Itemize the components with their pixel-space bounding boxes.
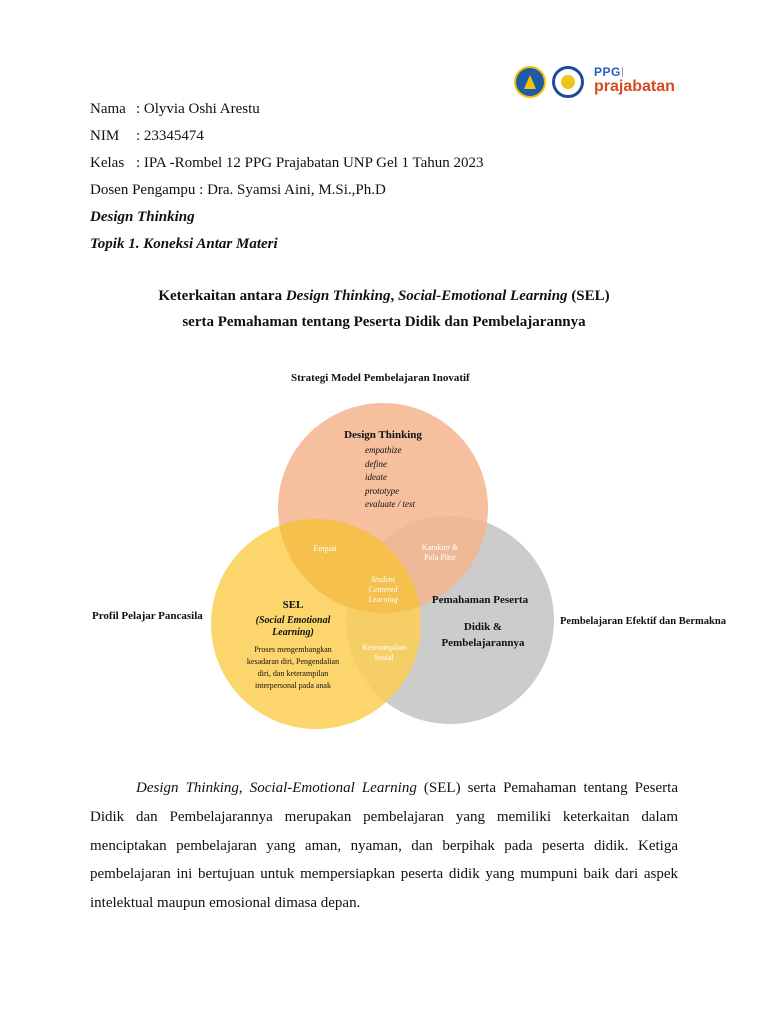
overlap-line: Centered <box>368 585 398 594</box>
overlap-center <box>355 575 411 605</box>
info-kelas <box>90 152 484 179</box>
info-nim <box>90 125 484 152</box>
paragraph-line <box>90 774 678 803</box>
dt-step: ideate <box>365 472 387 482</box>
title-part: Social-Emotional Learning <box>397 288 568 304</box>
nama-value: : Olyvia Oshi Arestu <box>136 101 260 117</box>
text-run: , <box>238 780 250 796</box>
document-title-line1 <box>0 288 768 305</box>
header-logos <box>514 64 674 104</box>
kelas-value: : IPA -Rombel 12 PPG Prajabatan UNP Gel 1 Tahun 2023 <box>136 155 484 171</box>
sel-desc-line: interpersonal pada anak <box>255 681 331 690</box>
sel-subtitle-line: Learning) <box>272 627 314 638</box>
venn-diagram <box>80 362 760 742</box>
info-dosen: Dosen Pengampu : Dra. Syamsi Aini, M.Si.,Ph.D <box>90 182 386 198</box>
sel-desc-line: kesadaran diri, Pengendalian <box>246 657 340 666</box>
pp-title-line3: Pembelajarannya <box>441 637 525 649</box>
paragraph-line: intelektual maupun emosional dimasa depan. <box>90 895 361 912</box>
nim-label: NIM <box>90 128 120 144</box>
overlap-line: Keterampilan <box>362 643 406 652</box>
title-part: (SEL) <box>567 288 610 304</box>
overlap-line: Sosial <box>374 653 394 662</box>
course-name: Design Thinking <box>90 209 195 225</box>
overlap-line: Karakter & <box>421 543 459 552</box>
paragraph-line: Didik dan Pembelajarannya merupakan pembelajaran yang memiliki keterkaitan dalam <box>90 808 678 825</box>
text-run: (SEL) serta Pemahaman tentang Peserta <box>416 780 679 796</box>
overlap-karakter <box>410 543 470 563</box>
dt-step: prototype <box>365 485 400 496</box>
dt-title: Design Thinking <box>344 429 422 441</box>
sel-subtitle <box>238 615 348 639</box>
body-paragraph <box>90 774 678 918</box>
document-title-line2: serta Pemahaman tentang Peserta Didik dan Pembelajarannya <box>182 314 586 330</box>
ppg-tagline-mark <box>622 67 643 77</box>
overlap-line: Learning <box>368 595 398 604</box>
overlap-line: Student <box>371 575 395 584</box>
overlap-line: Pola Pikir <box>424 553 456 562</box>
nama-label: Nama <box>90 101 126 117</box>
text-run: Social-Emotional Learning <box>249 780 417 796</box>
sel-description <box>228 644 358 692</box>
title-part: Keterkaitan antara <box>158 288 286 304</box>
sel-desc-line: Proses mengembangkan <box>254 645 332 654</box>
paragraph-line: menciptakan pembelajaran yang aman, nyaman, dan berpihak pada peserta didik. Ketiga <box>90 837 678 854</box>
sel-desc-line: diri, dan keterampilan <box>257 669 329 678</box>
top-label: Strategi Model Pembelajaran Inovatif <box>291 372 470 384</box>
kemdikbud-logo-icon <box>514 66 546 98</box>
paragraph-line: pembelajaran ini bertujuan untuk mempersiapkan peserta didik yang mumpuni baik dari aspek <box>90 866 678 883</box>
sel-subtitle-line: (Social Emotional <box>255 615 331 626</box>
right-label: Pembelajaran Efektif dan Bermakna <box>560 616 726 627</box>
info-nama <box>90 98 484 125</box>
university-logo-icon <box>552 66 584 98</box>
overlap-empati: Empati <box>313 544 337 553</box>
overlap-keterampilan <box>354 643 414 663</box>
kelas-label: Kelas <box>90 155 125 171</box>
student-info <box>90 98 484 260</box>
sel-title: SEL <box>282 599 304 611</box>
nim-value: : 23345474 <box>136 128 204 144</box>
title-part: , <box>390 288 398 304</box>
pp-title-line2: Didik & <box>463 621 503 633</box>
topic-name: Topik 1. Koneksi Antar Materi <box>90 236 278 252</box>
title-part: Design Thinking <box>285 288 391 304</box>
dt-step: evaluate / test <box>365 499 415 509</box>
pp-title-line1: Pemahaman Peserta <box>431 594 529 606</box>
ppg-logo-text: PPG <box>594 65 621 79</box>
dt-steps <box>365 444 415 512</box>
dt-step: empathize <box>365 445 402 455</box>
prajabatan-logo-text: prajabatan <box>594 78 675 95</box>
dt-step: define <box>365 458 387 469</box>
text-run: Design Thinking <box>136 780 239 796</box>
left-label: Profil Pelajar Pancasila <box>92 610 203 622</box>
